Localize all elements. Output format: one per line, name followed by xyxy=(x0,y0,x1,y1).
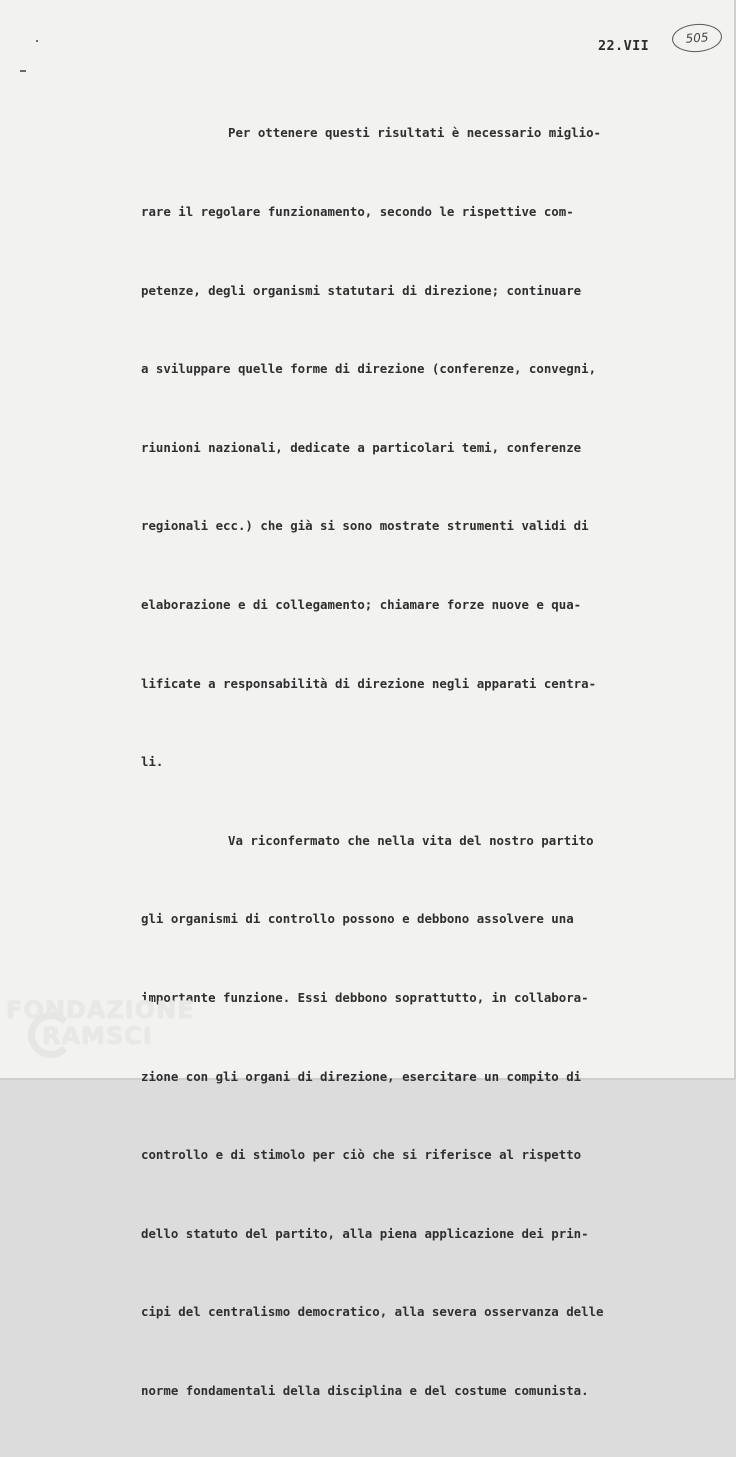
text-line: Per ottenere questi risultati è necessario miglio- xyxy=(228,125,601,141)
text-line: dello statuto del partito, alla piena applicazione dei prin- xyxy=(141,1225,589,1241)
archive-stamp: 505 xyxy=(671,22,723,53)
text-line: regionali ecc.) che già si sono mostrate strumenti validi di xyxy=(141,518,589,534)
watermark-line-1: FONDAZIONE xyxy=(6,996,195,1024)
text-line: controllo e di stimolo per ciò che si riferisce al rispetto xyxy=(141,1147,582,1163)
text-line: elaborazione e di collegamento; chiamare forze nuove e qua- xyxy=(141,596,582,612)
margin-mark xyxy=(20,70,26,72)
typed-text xyxy=(141,68,701,1457)
text-line: li. xyxy=(141,754,164,770)
watermark-line-2: RAMSCI xyxy=(42,1022,153,1050)
text-line: rare il regolare funzionamento, secondo le rispettive com- xyxy=(141,204,574,219)
text-line: importante funzione. Essi debbono soprattutto, in collabora- xyxy=(141,989,589,1005)
text-line: gli organismi di controllo possono e debbono assolvere una xyxy=(141,911,574,927)
text-line: petenze, degli organismi statutari di direzione; continuare xyxy=(141,282,582,298)
text-line: zione con gli organi di direzione, esercitare un compito di xyxy=(141,1068,582,1084)
text-line: a sviluppare quelle forme di direzione (conferenze, convegni, xyxy=(141,361,597,377)
text-line: Va riconfermato che nella vita del nostro partito xyxy=(228,832,594,848)
page-number: 22.VII xyxy=(598,38,650,54)
watermark xyxy=(6,998,195,1048)
text-line: cipi del centralismo democratico, alla severa osservanza delle xyxy=(141,1304,604,1320)
text-line: norme fondamentali della disciplina e del costume comunista. xyxy=(141,1382,589,1398)
text-line: lificate a responsabilità di direzione negli apparati centra- xyxy=(141,675,597,691)
margin-mark xyxy=(36,40,38,42)
text-line: riunioni nazionali, dedicate a particolari temi, conferenze xyxy=(141,439,582,455)
